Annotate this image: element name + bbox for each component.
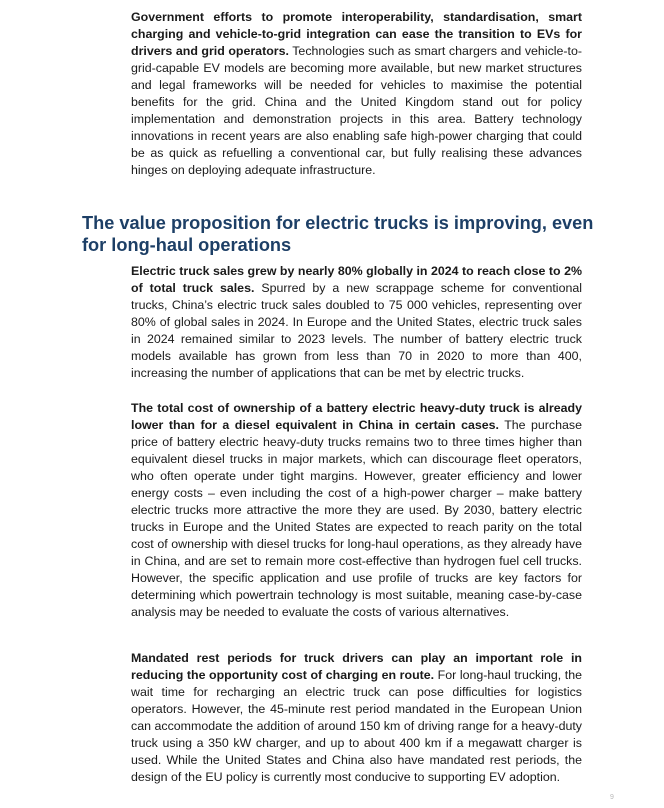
paragraph-body: The purchase price of battery electric heavy-duty trucks remains two to three times higher than equivalent diesel trucks in major markets, which can discourage fleet operators, who often operate under tight margins. However, greater efficiency and lower energy costs – even including the cost of a high-power charger – make battery electric trucks more attractive the more they are used. By 2030, battery electric trucks in Europe and the United States are expected to reach parity on the total cost of ownership with diesel trucks for long-haul operations, as they already have in China, and are set to remain more cost-effective than hydrogen fuel cell trucks. However, the specific application and use profile of trucks are key factors for determining which powertrain technology is most suitable, meaning case-by-case analysis may be needed to evaluate the costs of various alternatives. [131, 418, 582, 619]
paragraph-lead: Government efforts to promote interoperability, standardisation, smart charging and vehicle-to-grid integration can ease the transition to EVs for drivers and grid operators. [131, 10, 582, 58]
paragraph-lead: The total cost of ownership of a battery electric heavy-duty truck is already lower than for a diesel equivalent in China in certain cases. [131, 401, 582, 432]
paragraph-lead: Mandated rest periods for truck drivers can play an important role in reducing the opportunity cost of charging en route. [131, 651, 582, 682]
paragraph-rest-periods [131, 650, 582, 786]
paragraph-lead: Electric truck sales grew by nearly 80% globally in 2024 to reach close to 2% of total truck sales. [131, 264, 582, 295]
section-heading: The value proposition for electric trucks is improving, even for long-haul operations [82, 213, 594, 255]
paragraph-body: For long-haul trucking, the wait time for recharging an electric truck can pose difficulties for logistics operators. However, the 45-minute rest period mandated in the European Union can accommodate the addition of around 150 km of driving range for a heavy-duty truck using a 350 kW charger, and up to about 400 km if a megawatt charger is used. While the United States and China also have mandated rest periods, the design of the EU policy is currently most conducive to supporting EV adoption. [131, 668, 582, 784]
paragraph-body: Spurred by a new scrappage scheme for conventional trucks, China’s electric truck sales doubled to 75 000 vehicles, representing over 80% of global sales in 2024. In Europe and the United States, electric truck sales in 2024 remained similar to 2023 levels. The number of battery electric truck models available has grown from less than 70 in 2020 to more than 400, increasing the number of applications that can be met by electric trucks. [131, 281, 582, 380]
page-number: 9 [610, 794, 614, 801]
paragraph-body: Technologies such as smart chargers and vehicle-to-grid-capable EV models are becoming more available, but new market structures and legal frameworks will be needed for vehicles to maximise the potential benefits for the grid. China and the United Kingdom stand out for policy implementation and demonstration projects in this area. Battery technology innovations in recent years are also enabling safe high-power charging that could be as quick as refuelling a conventional car, but fully realising these advances hinges on deploying adequate infrastructure. [131, 44, 582, 177]
paragraph-grid-integration [131, 9, 582, 179]
paragraph-truck-sales [131, 263, 582, 382]
paragraph-total-cost-of-ownership [131, 400, 582, 621]
